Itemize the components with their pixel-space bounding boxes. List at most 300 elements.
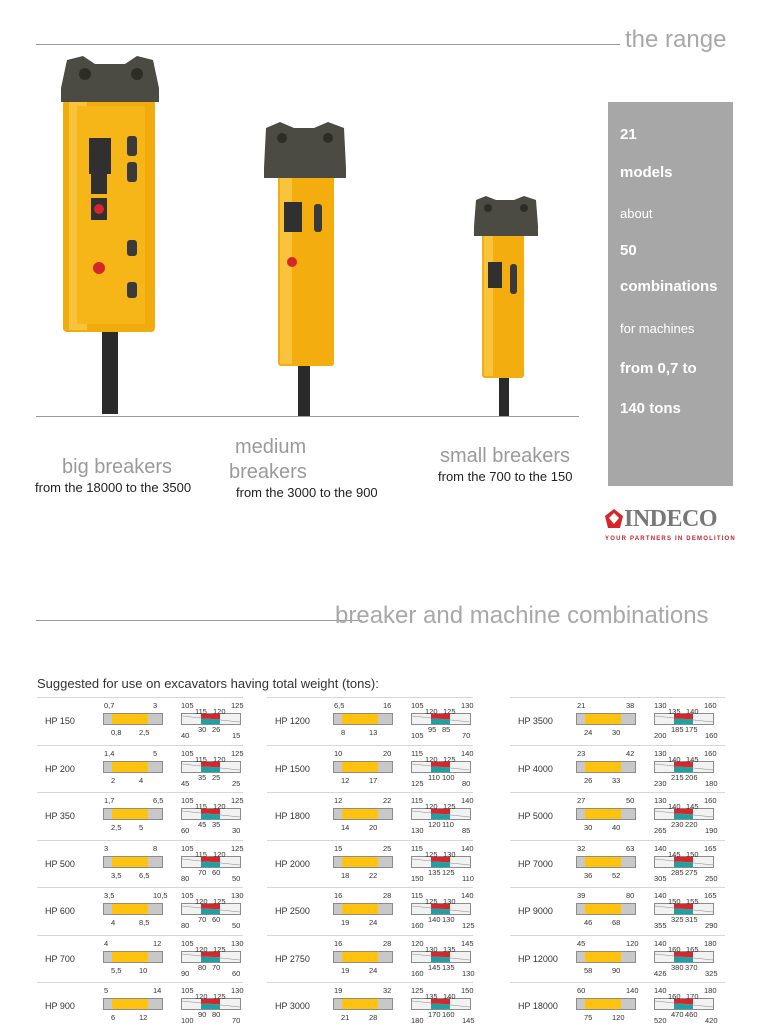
gauge-bottom-value: 45 — [198, 820, 207, 829]
table-row — [37, 745, 243, 793]
gauge-top-value: 130 — [654, 748, 667, 758]
weight-range-bar — [576, 903, 636, 915]
gauge-bottom-value: 50 — [232, 873, 241, 883]
oil-gauge — [181, 808, 241, 820]
gauge-bottom-value: 290 — [705, 921, 718, 930]
gauge-top-value: 125 — [425, 897, 438, 906]
weight-range-fill — [112, 809, 148, 819]
recommended-min: 19 — [341, 918, 350, 927]
gauge-bottom-value: 185 — [671, 725, 684, 734]
oil-gauge — [411, 713, 471, 725]
weight-min: 4 — [104, 938, 109, 948]
logo-tagline: YOUR PARTNERS IN DEMOLITION — [605, 536, 736, 542]
gauge-bottom-value: 35 — [198, 772, 207, 782]
table-row — [37, 982, 243, 1030]
recommended-min: 21 — [341, 1013, 350, 1022]
model-name: HP 4000 — [518, 763, 553, 774]
table-row — [37, 697, 243, 745]
gauge-bottom-value: 215 — [671, 772, 684, 782]
oil-gauge — [411, 808, 471, 820]
big-breakers-title: big breakers — [62, 456, 173, 478]
gauge-top-value: 130 — [231, 891, 244, 900]
oil-gauge — [181, 856, 241, 868]
model-name: HP 3500 — [518, 716, 553, 726]
gauge-top-value: 170 — [686, 992, 699, 1001]
model-name: HP 2000 — [275, 858, 310, 869]
gauge-bottom-value: 206 — [685, 772, 698, 782]
indeco-logo-icon — [604, 508, 624, 530]
table-row — [510, 982, 725, 1030]
weight-range-bar — [333, 903, 393, 915]
table-row — [510, 745, 725, 793]
small-breakers-title: small breakers — [440, 445, 571, 467]
table-row — [37, 887, 243, 935]
combinations-label: combinations — [620, 278, 718, 295]
recommended-max: 30 — [612, 728, 621, 737]
weight-range-fill — [585, 809, 621, 819]
model-name: HP 1800 — [275, 811, 310, 821]
weight-min: 0,7 — [104, 701, 115, 710]
oil-gauge — [181, 998, 241, 1010]
gauge-top-value: 130 — [443, 897, 456, 906]
gauge-bottom-value: 200 — [654, 731, 667, 740]
weight-range-fill — [342, 952, 378, 962]
table-row — [267, 982, 473, 1030]
weight-min: 1,4 — [104, 748, 115, 758]
model-name: HP 2500 — [275, 906, 310, 916]
weight-min: 23 — [577, 748, 586, 758]
table-row — [267, 697, 473, 745]
oil-gauge — [181, 951, 241, 963]
weight-min: 27 — [577, 796, 586, 805]
gauge-bottom-value: 160 — [411, 968, 424, 978]
table-row — [267, 935, 473, 983]
weight-max: 80 — [626, 891, 635, 900]
gauge-top-value: 140 — [654, 843, 667, 853]
gauge-bottom-value: 380 — [671, 962, 684, 972]
gauge-top-value: 125 — [411, 986, 424, 995]
weight-range-fill — [585, 904, 621, 914]
weight-max: 20 — [383, 748, 392, 758]
gauge-top-value: 125 — [443, 707, 456, 716]
table-row — [267, 887, 473, 935]
gauge-top-value: 140 — [668, 754, 681, 764]
gauge-top-value: 105 — [181, 986, 194, 995]
weight-max: 3 — [153, 701, 158, 710]
weight-max: 5 — [153, 748, 158, 758]
gauge-top-value: 160 — [668, 944, 681, 954]
gauge-bottom-value: 85 — [462, 826, 471, 835]
oil-gauge — [411, 761, 471, 773]
gauge-top-value: 140 — [461, 891, 474, 900]
recommended-max: 10 — [139, 965, 148, 975]
gauge-top-value: 180 — [704, 938, 717, 948]
gauge-top-value: 155 — [686, 897, 699, 906]
gauge-top-value: 130 — [654, 796, 667, 805]
gauge-top-value: 125 — [213, 944, 226, 954]
gauge-top-value: 160 — [704, 748, 717, 758]
table-row — [510, 840, 725, 888]
recommended-min: 24 — [584, 728, 593, 737]
oil-gauge — [654, 998, 714, 1010]
gauge-bottom-value: 135 — [428, 867, 441, 877]
weight-range-fill — [112, 857, 148, 867]
gauge-bottom-value: 100 — [442, 772, 455, 782]
gauge-top-value: 145 — [686, 802, 699, 811]
gauge-top-value: 140 — [654, 986, 667, 995]
top-rule — [36, 44, 620, 45]
gauge-top-value: 160 — [668, 992, 681, 1001]
weight-min: 16 — [334, 938, 343, 948]
recommended-max: 33 — [612, 775, 621, 785]
model-name: HP 5000 — [518, 811, 553, 821]
gauge-top-value: 105 — [181, 843, 194, 853]
gauge-bottom-value: 25 — [212, 772, 221, 782]
gauge-bottom-value: 25 — [232, 778, 241, 788]
weight-max: 140 — [626, 986, 639, 995]
gauge-top-value: 160 — [704, 701, 717, 710]
gauge-bottom-value: 50 — [232, 921, 241, 930]
table-row — [510, 697, 725, 745]
table-row — [267, 840, 473, 888]
model-name: HP 350 — [45, 811, 75, 821]
gauge-bottom-value: 40 — [181, 731, 190, 740]
weight-range-fill — [585, 714, 621, 724]
gauge-top-value: 130 — [461, 701, 474, 710]
oil-gauge — [654, 761, 714, 773]
gauge-bottom-value: 45 — [181, 778, 190, 788]
gauge-top-value: 135 — [443, 944, 456, 954]
gauge-bottom-value: 105 — [411, 731, 424, 740]
gauge-top-value: 105 — [411, 701, 424, 710]
weight-min: 60 — [577, 986, 586, 995]
gauge-bottom-value: 60 — [212, 867, 221, 877]
gauge-top-value: 140 — [461, 748, 474, 758]
gauge-top-value: 120 — [425, 802, 438, 811]
weight-max: 22 — [383, 796, 392, 805]
weight-min: 16 — [334, 891, 343, 900]
medium-breakers-title-line1: medium — [235, 436, 307, 458]
gauge-top-value: 115 — [411, 796, 423, 805]
medium-breakers-subtitle: from the 3000 to the 900 — [236, 485, 378, 500]
gauge-bottom-value: 130 — [462, 968, 475, 978]
recommended-min: 75 — [584, 1013, 593, 1022]
gauge-bottom-value: 180 — [705, 778, 718, 788]
table-column — [37, 697, 243, 1030]
recommended-min: 18 — [341, 870, 350, 880]
weight-range-bar — [576, 713, 636, 725]
oil-gauge — [181, 903, 241, 915]
big-breakers-subtitle: from the 18000 to the 3500 — [35, 480, 192, 495]
indeco-logo — [604, 506, 734, 546]
recommended-min: 26 — [584, 775, 593, 785]
gauge-bottom-value: 275 — [685, 867, 698, 877]
weight-min: 10 — [334, 748, 343, 758]
gauge-bottom-value: 26 — [212, 725, 221, 734]
weight-range-bar — [333, 808, 393, 820]
weight-max: 42 — [626, 748, 635, 758]
gauge-bottom-value: 325 — [671, 915, 684, 924]
weight-range-fill — [112, 904, 148, 914]
gauge-bottom-value: 190 — [705, 826, 718, 835]
gauge-top-value: 115 — [195, 754, 207, 764]
recommended-min: 14 — [341, 823, 350, 832]
weight-max: 63 — [626, 843, 635, 853]
recommended-min: 0,8 — [111, 728, 122, 737]
recommended-max: 68 — [612, 918, 621, 927]
gauge-bottom-value: 85 — [442, 725, 451, 734]
weight-range-fill — [112, 999, 148, 1009]
logo-wordmark: INDECO — [624, 506, 718, 532]
gauge-bottom-value: 110 — [462, 873, 474, 883]
gauge-top-value: 130 — [654, 701, 667, 710]
gauge-top-value: 145 — [668, 849, 681, 859]
gauge-bottom-value: 150 — [411, 873, 424, 883]
gauge-bottom-value: 145 — [462, 1016, 475, 1025]
gauge-top-value: 125 — [425, 849, 438, 859]
gauge-top-value: 145 — [461, 938, 474, 948]
gauge-top-value: 125 — [213, 992, 226, 1001]
weight-range-fill — [585, 952, 621, 962]
table-row — [510, 792, 725, 840]
model-name: HP 3000 — [275, 1001, 310, 1011]
gauge-bottom-value: 70 — [462, 731, 471, 740]
weight-range-fill — [585, 857, 621, 867]
model-name: HP 9000 — [518, 906, 553, 916]
model-name: HP 1200 — [275, 716, 310, 726]
gauge-bottom-value: 460 — [685, 1010, 698, 1019]
gauge-bottom-value: 305 — [654, 873, 667, 883]
weight-max: 6,5 — [153, 796, 164, 805]
weight-min: 19 — [334, 986, 343, 995]
recommended-max: 40 — [612, 823, 621, 832]
weight-min: 21 — [577, 701, 586, 710]
weight-range-bar — [333, 713, 393, 725]
gauge-bottom-value: 145 — [428, 962, 441, 972]
weight-range-fill — [342, 904, 378, 914]
oil-gauge — [654, 951, 714, 963]
table-row — [267, 792, 473, 840]
recommended-min: 2 — [111, 775, 116, 785]
gauge-top-value: 180 — [704, 986, 717, 995]
gauge-bottom-value: 170 — [428, 1010, 441, 1019]
gauge-top-value: 140 — [443, 992, 456, 1001]
recommended-max: 22 — [369, 870, 378, 880]
gauge-top-value: 125 — [231, 748, 244, 758]
gauge-top-value: 115 — [195, 849, 207, 859]
gauge-bottom-value: 426 — [654, 968, 667, 978]
gauge-top-value: 120 — [213, 754, 226, 764]
recommended-min: 12 — [341, 775, 350, 785]
table-column — [267, 697, 473, 1030]
gauge-top-value: 120 — [425, 707, 438, 716]
gauge-top-value: 120 — [213, 802, 226, 811]
weight-max: 8 — [153, 843, 158, 853]
weight-range-bar — [333, 998, 393, 1010]
gauge-top-value: 115 — [411, 843, 423, 853]
section2-intro: Suggested for use on excavators having total weight (tons): — [37, 676, 379, 691]
weight-range-bar — [103, 856, 163, 868]
table-row — [37, 840, 243, 888]
gauge-top-value: 125 — [231, 843, 244, 853]
gauge-top-value: 140 — [461, 796, 474, 805]
weight-range-fill — [342, 762, 378, 772]
gauge-bottom-value: 70 — [232, 1016, 241, 1025]
gauge-top-value: 120 — [195, 944, 208, 954]
gauge-bottom-value: 80 — [462, 778, 471, 788]
weight-min: 5 — [104, 986, 109, 995]
medium-breaker-image — [258, 118, 352, 418]
gauge-top-value: 165 — [686, 944, 699, 954]
gauge-bottom-value: 420 — [705, 1016, 718, 1025]
gauge-top-value: 120 — [425, 754, 438, 764]
gauge-top-value: 165 — [704, 843, 717, 853]
model-name: HP 12000 — [518, 953, 558, 964]
model-name: HP 200 — [45, 763, 75, 774]
gauge-top-value: 115 — [411, 891, 423, 900]
models-count: 21 — [620, 126, 637, 143]
recommended-min: 4 — [111, 918, 116, 927]
combinations-count: 50 — [620, 242, 637, 259]
oil-gauge — [411, 903, 471, 915]
oil-gauge — [654, 808, 714, 820]
recommended-max: 24 — [369, 918, 378, 927]
gauge-top-value: 105 — [181, 701, 194, 710]
weight-min: 15 — [334, 843, 343, 853]
model-name: HP 2750 — [275, 953, 310, 964]
gauge-bottom-value: 355 — [654, 921, 667, 930]
gauge-bottom-value: 80 — [198, 962, 207, 972]
weight-range-fill — [342, 809, 378, 819]
range-line2: 140 tons — [620, 400, 681, 417]
stats-panel — [608, 102, 733, 486]
gauge-bottom-value: 220 — [685, 820, 698, 829]
section2-title: breaker and machine combinations — [335, 602, 709, 629]
big-breaker-image — [55, 52, 167, 416]
gauge-bottom-value: 30 — [232, 826, 241, 835]
page-title: the range — [625, 26, 727, 53]
gauge-top-value: 140 — [686, 707, 699, 716]
gauge-bottom-value: 70 — [198, 915, 207, 924]
gauge-top-value: 130 — [231, 938, 244, 948]
weight-range-fill — [112, 714, 148, 724]
gauge-top-value: 120 — [195, 992, 208, 1001]
gauge-top-value: 120 — [213, 707, 226, 716]
gauge-bottom-value: 60 — [181, 826, 190, 835]
small-breakers-subtitle: from the 700 to the 150 — [438, 469, 573, 484]
weight-range-fill — [112, 952, 148, 962]
floor-rule — [36, 416, 579, 417]
gauge-top-value: 135 — [668, 707, 681, 716]
gauge-bottom-value: 60 — [212, 915, 221, 924]
gauge-top-value: 125 — [443, 802, 456, 811]
table-row — [267, 745, 473, 793]
gauge-bottom-value: 90 — [198, 1010, 207, 1019]
recommended-min: 3,5 — [111, 870, 122, 880]
recommended-max: 6,5 — [139, 870, 150, 880]
table-row — [37, 935, 243, 983]
recommended-max: 20 — [369, 823, 378, 832]
weight-range-bar — [333, 761, 393, 773]
gauge-bottom-value: 285 — [671, 867, 684, 877]
oil-gauge — [181, 761, 241, 773]
weight-min: 3,5 — [104, 891, 115, 900]
recommended-min: 58 — [584, 965, 593, 975]
recommended-max: 90 — [612, 965, 621, 975]
weight-max: 14 — [153, 986, 162, 995]
gauge-bottom-value: 370 — [685, 962, 698, 972]
weight-range-bar — [103, 998, 163, 1010]
gauge-top-value: 140 — [654, 938, 667, 948]
gauge-bottom-value: 30 — [198, 725, 207, 734]
oil-gauge — [654, 713, 714, 725]
recommended-max: 8,5 — [139, 918, 150, 927]
recommended-max: 17 — [369, 775, 378, 785]
gauge-top-value: 150 — [686, 849, 699, 859]
gauge-top-value: 115 — [411, 748, 423, 758]
gauge-bottom-value: 160 — [705, 731, 718, 740]
gauge-bottom-value: 70 — [198, 867, 207, 877]
recommended-min: 19 — [341, 965, 350, 975]
gauge-top-value: 120 — [411, 938, 424, 948]
gauge-bottom-value: 265 — [654, 826, 667, 835]
recommended-min: 2,5 — [111, 823, 122, 832]
oil-gauge — [181, 713, 241, 725]
weight-range-fill — [342, 999, 378, 1009]
recommended-max: 5 — [139, 823, 144, 832]
gauge-bottom-value: 15 — [232, 731, 241, 740]
gauge-bottom-value: 70 — [212, 962, 221, 972]
weight-range-bar — [103, 761, 163, 773]
gauge-top-value: 120 — [195, 897, 208, 906]
gauge-top-value: 130 — [425, 944, 438, 954]
gauge-bottom-value: 95 — [428, 725, 437, 734]
recommended-min: 6 — [111, 1013, 116, 1022]
recommended-max: 52 — [612, 870, 621, 880]
recommended-min: 30 — [584, 823, 593, 832]
gauge-bottom-value: 250 — [705, 873, 718, 883]
gauge-bottom-value: 80 — [181, 873, 190, 883]
weight-max: 25 — [383, 843, 392, 853]
weight-max: 28 — [383, 938, 392, 948]
weight-max: 120 — [626, 938, 639, 948]
for-machines-label: for machines — [620, 321, 695, 336]
gauge-bottom-value: 520 — [654, 1016, 667, 1025]
gauge-bottom-value: 135 — [442, 962, 455, 972]
table-column — [510, 697, 725, 1030]
about-label: about — [620, 206, 653, 221]
gauge-top-value: 115 — [195, 802, 207, 811]
gauge-bottom-value: 230 — [654, 778, 667, 788]
weight-range-fill — [342, 857, 378, 867]
weight-range-bar — [576, 761, 636, 773]
weight-max: 10,5 — [153, 891, 168, 900]
model-name: HP 1500 — [275, 763, 310, 774]
recommended-min: 5,5 — [111, 965, 122, 975]
recommended-max: 12 — [139, 1013, 148, 1022]
recommended-min: 36 — [584, 870, 593, 880]
weight-range-bar — [103, 808, 163, 820]
gauge-bottom-value: 230 — [671, 820, 684, 829]
model-name: HP 900 — [45, 1001, 75, 1011]
recommended-max: 4 — [139, 775, 144, 785]
gauge-top-value: 130 — [443, 849, 456, 859]
model-name: HP 700 — [45, 953, 75, 964]
gauge-bottom-value: 110 — [428, 772, 440, 782]
weight-range-bar — [103, 903, 163, 915]
weight-range-bar — [576, 808, 636, 820]
weight-range-bar — [103, 951, 163, 963]
